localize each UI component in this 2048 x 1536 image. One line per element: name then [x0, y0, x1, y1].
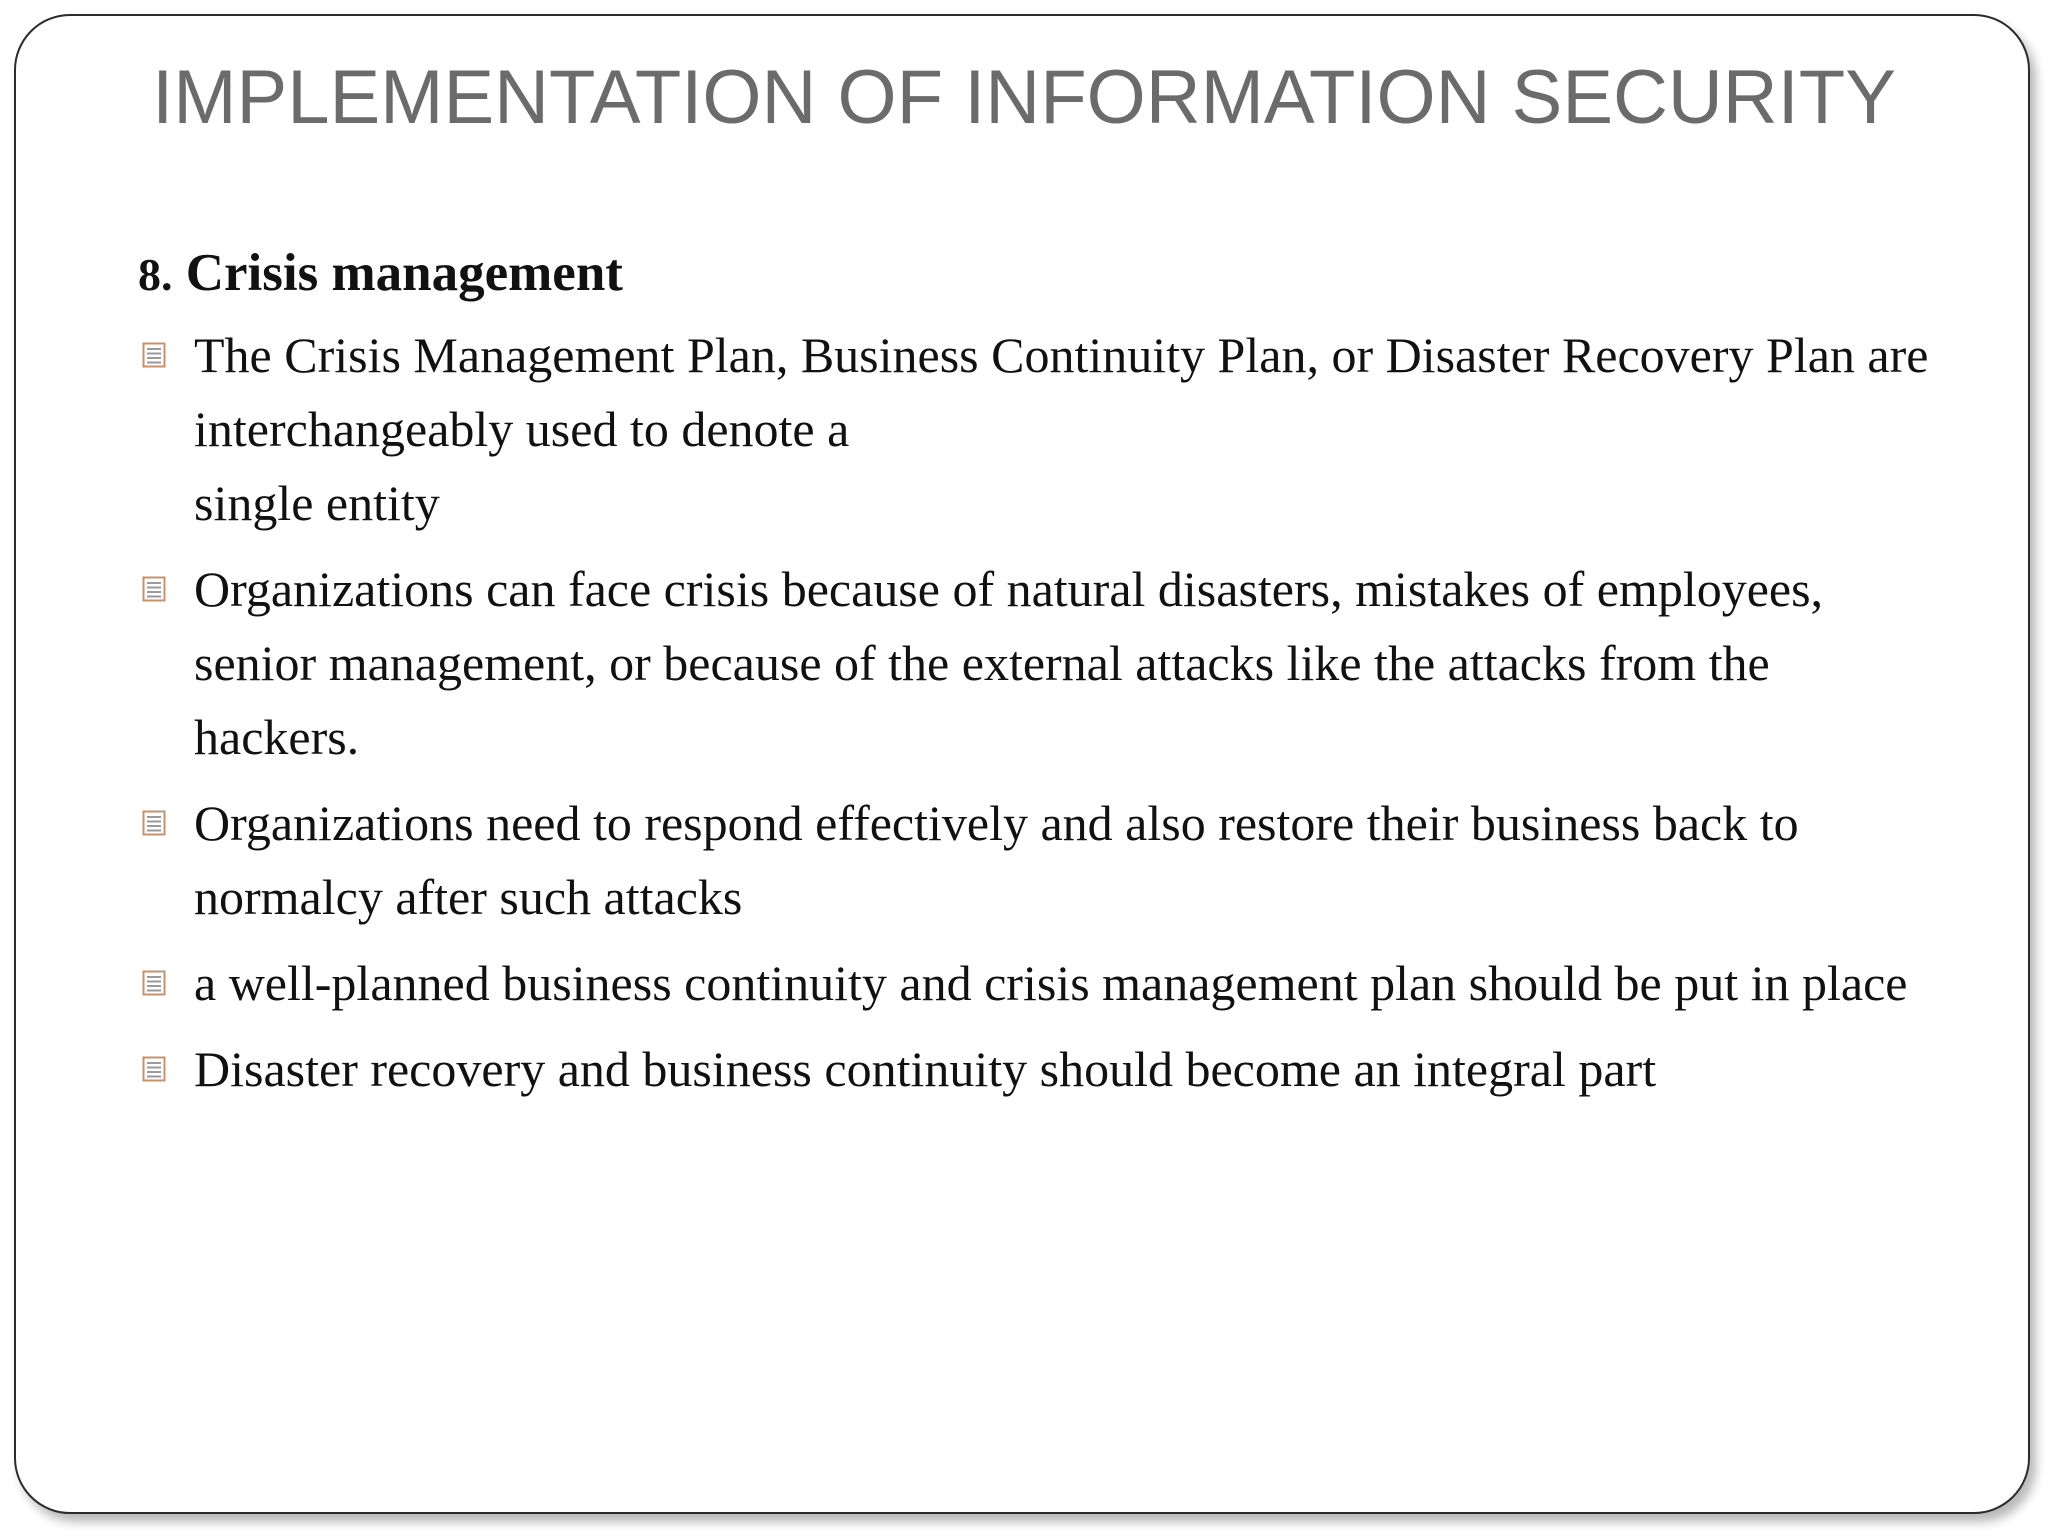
section-number: 8. — [138, 249, 173, 300]
slide-title: IMPLEMENTATION OF INFORMATION SECURITY — [152, 55, 1896, 140]
bullet-item — [126, 552, 1936, 774]
bullet-text: Disaster recovery and business continuity should become an integral part — [194, 1040, 1657, 1097]
bullet-item — [126, 946, 1936, 1020]
section-title: Crisis management — [185, 244, 623, 302]
document-lines-icon — [142, 342, 166, 368]
document-lines-icon — [142, 970, 166, 996]
slide-frame — [14, 14, 2030, 1514]
bullet-text: single entity — [194, 474, 440, 531]
document-lines-icon — [142, 576, 166, 602]
section-heading — [138, 242, 1936, 306]
bullet-item — [126, 1032, 1936, 1106]
bullet-item — [126, 786, 1936, 934]
slide-content — [126, 242, 1936, 1118]
bullet-text: a well-planned business continuity and crisis management plan should be put in place — [194, 954, 1908, 1011]
bullet-item — [126, 318, 1936, 540]
bullet-text: Organizations need to respond effectively and also restore their business back to normalcy after such attacks — [194, 794, 1799, 925]
document-lines-icon — [142, 1056, 166, 1082]
bullet-text: The Crisis Management Plan, Business Continuity Plan, or Disaster Recovery Plan are interchangeably used to denote a — [194, 326, 1929, 457]
bullet-list — [126, 318, 1936, 1106]
bullet-text: Organizations can face crisis because of natural disasters, mistakes of employees, senior management, or because of the external attacks like the attacks from the hackers. — [194, 560, 1824, 765]
document-lines-icon — [142, 810, 166, 836]
